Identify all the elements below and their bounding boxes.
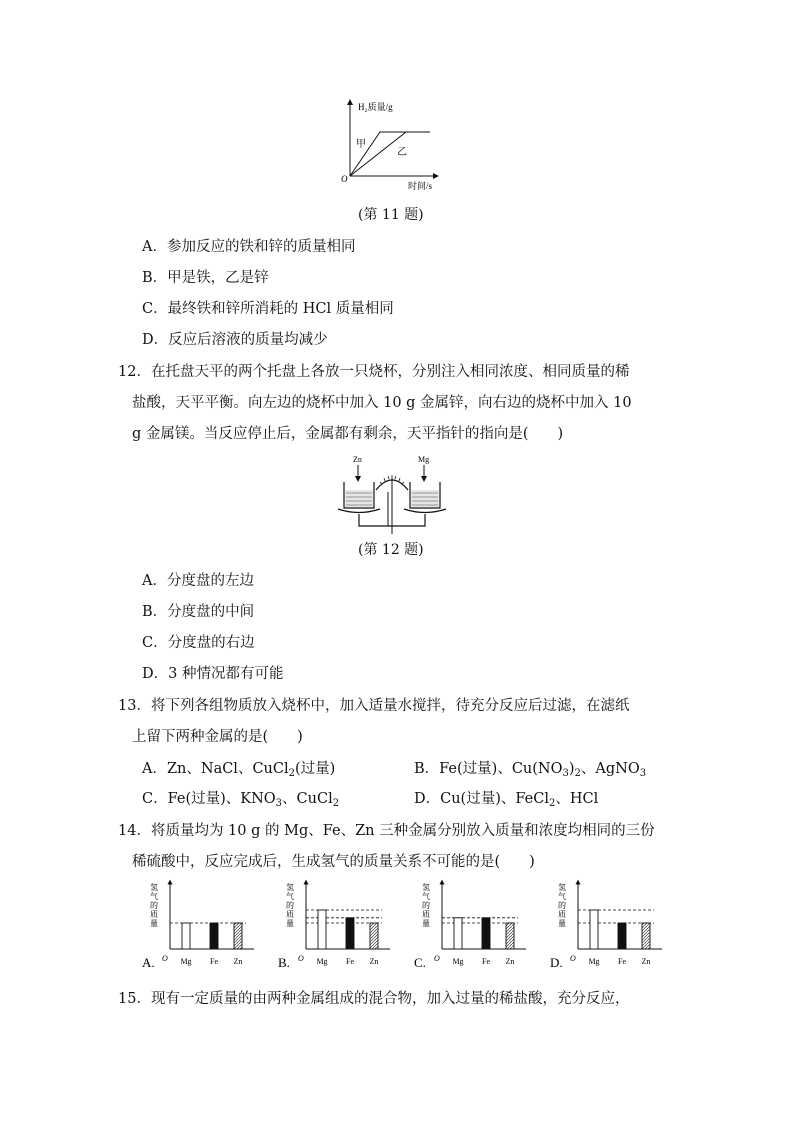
q14-a-ylabel-char: 量 bbox=[150, 919, 158, 928]
q13-option-d: D．Cu(过量)、FeCl$_2$、HCl bbox=[414, 791, 599, 809]
q14-c-ylabel-char: 的 bbox=[422, 901, 430, 910]
q14-d-bar-mg bbox=[590, 910, 598, 949]
q13-option-b: B．Fe(过量)、$Cu(NO_3)_2$、AgNO$_3$ bbox=[414, 761, 647, 779]
q14-stem-line1: 14．将质量均为 10 g 的 Mg、Fe、Zn 三种金属分别放入质量和浓度均相同的三份 bbox=[118, 823, 655, 839]
q14-d-ylabel-char: 量 bbox=[558, 919, 566, 928]
q14-c-tick-label: Mg bbox=[452, 957, 464, 966]
q14-b-bar-mg bbox=[318, 910, 326, 949]
q11-option-b: B．甲是铁，乙是锌 bbox=[142, 270, 269, 286]
q11-option-a: A．参加反应的铁和锌的质量相同 bbox=[142, 239, 356, 255]
q14-stem-line2: 稀硫酸中，反应完成后，生成氢气的质量关系不可能的是( ) bbox=[132, 854, 535, 870]
q11-x-label: 时间/s bbox=[408, 181, 433, 191]
q14-d-bar-zn bbox=[642, 923, 650, 949]
q12-left-pan bbox=[338, 509, 380, 513]
q14-c-bar-zn bbox=[506, 923, 514, 949]
q14-a-ylabel-char: 氢 bbox=[150, 883, 158, 892]
q14-b-ylabel-char: 氢 bbox=[286, 883, 294, 892]
q14-d-tick-label: Fe bbox=[618, 957, 626, 966]
q11-origin: O bbox=[341, 174, 348, 184]
q14-charts bbox=[134, 878, 674, 973]
q13-stem-line2: 上留下两种金属的是( ) bbox=[132, 729, 303, 745]
q14-c-origin: O bbox=[434, 954, 440, 963]
q12-option-d: D．3 种情况都有可能 bbox=[142, 666, 284, 682]
q14-a-ylabel-char: 气 bbox=[150, 892, 158, 901]
q11-option-d: D．反应后溶液的质量均减少 bbox=[142, 332, 328, 348]
q14-a-bar-zn bbox=[234, 923, 242, 949]
q14-a-ylabel-char: 质 bbox=[150, 910, 158, 919]
q14-b-option-label: B. bbox=[278, 955, 290, 970]
q14-c-ylabel-char: 气 bbox=[422, 892, 430, 901]
q12-left-beaker bbox=[344, 482, 374, 508]
q14-c-ylabel-char: 氢 bbox=[422, 883, 430, 892]
q14-c-ylabel-char: 质 bbox=[422, 910, 430, 919]
q14-c-ylabel-char: 量 bbox=[422, 919, 430, 928]
q14-d-origin: O bbox=[570, 954, 576, 963]
q12-stem-line3: g 金属镁。当反应停止后，金属都有剩余，天平指针的指向是( ) bbox=[132, 426, 564, 442]
q14-b-bar-fe bbox=[346, 918, 354, 949]
q14-b-ylabel-char: 气 bbox=[286, 892, 294, 901]
q14-d-tick-label: Mg bbox=[588, 957, 600, 966]
q14-a-origin: O bbox=[162, 954, 168, 963]
q14-c-option-label: C. bbox=[414, 955, 426, 970]
q14-d-ylabel-char: 质 bbox=[558, 910, 566, 919]
q14-a-option-label: A. bbox=[142, 955, 155, 970]
q14-a-tick-label: Fe bbox=[210, 957, 218, 966]
q15-stem-line1: 15．现有一定质量的由两种金属组成的混合物，加入过量的稀盐酸，充分反应， bbox=[118, 991, 630, 1007]
q11-label-jia: 甲 bbox=[356, 139, 366, 150]
q12-right-beaker bbox=[410, 482, 440, 508]
q14-d-tick-label: Zn bbox=[641, 957, 651, 966]
q14-a-tick-label: Zn bbox=[233, 957, 243, 966]
q14-c-bar-mg bbox=[454, 918, 462, 949]
q14-c-tick-label: Zn bbox=[505, 957, 515, 966]
q12-stem-line2: 盐酸，天平平衡。向左边的烧杯中加入 10 g 金属锌，向右边的烧杯中加入 10 bbox=[132, 395, 632, 411]
q11-label-yi: 乙 bbox=[397, 147, 407, 158]
q14-c-bar-fe bbox=[482, 918, 490, 949]
q13-option-a: A．Zn、NaCl、CuCl$_2$(过量) bbox=[142, 761, 336, 779]
q12-option-b: B．分度盘的中间 bbox=[142, 604, 255, 620]
q12-mg-label: Mg bbox=[418, 455, 430, 464]
q12-right-pan bbox=[404, 509, 446, 513]
q14-d-ylabel-char: 气 bbox=[558, 892, 566, 901]
q14-b-ylabel-char: 量 bbox=[286, 919, 294, 928]
q14-b-ylabel-char: 的 bbox=[286, 901, 294, 910]
q14-b-tick-label: Fe bbox=[346, 957, 354, 966]
q14-d-ylabel-char: 的 bbox=[558, 901, 566, 910]
q14-b-bar-zn bbox=[370, 923, 378, 949]
q14-a-bar-fe bbox=[210, 923, 218, 949]
q14-d-ylabel-char: 氢 bbox=[558, 883, 566, 892]
q12-option-c: C．分度盘的右边 bbox=[142, 635, 255, 651]
q14-a-bar-mg bbox=[182, 923, 190, 949]
q14-c-tick-label: Fe bbox=[482, 957, 490, 966]
q14-b-origin: O bbox=[298, 954, 304, 963]
q12-balance-figure bbox=[334, 452, 460, 536]
q12-zn-label: Zn bbox=[353, 455, 362, 464]
q14-a-ylabel-char: 的 bbox=[150, 901, 158, 910]
q13-option-c: C．Fe(过量)、$KNO_3$、CuCl$_2$ bbox=[142, 791, 340, 809]
q14-b-tick-label: Mg bbox=[316, 957, 328, 966]
q13-stem-line1: 13．将下列各组物质放入烧杯中，加入适量水搅拌，待充分反应后过滤，在滤纸 bbox=[118, 698, 630, 714]
q14-b-ylabel-char: 质 bbox=[286, 910, 294, 919]
q14-d-option-label: D. bbox=[550, 955, 563, 970]
q11-caption: (第 11 题) bbox=[358, 207, 424, 223]
q12-stem-line1: 12．在托盘天平的两个托盘上各放一只烧杯，分别注入相同浓度、相同质量的稀 bbox=[118, 364, 630, 380]
q11-option-c: C．最终铁和锌所消耗的 HCl 质量相同 bbox=[142, 301, 394, 317]
q14-a-tick-label: Mg bbox=[180, 957, 192, 966]
q12-caption: (第 12 题) bbox=[358, 542, 424, 558]
q11-graph bbox=[336, 96, 446, 196]
q14-b-tick-label: Zn bbox=[369, 957, 379, 966]
q11-y-label: H₂质量/g bbox=[358, 102, 393, 112]
q12-option-a: A．分度盘的左边 bbox=[142, 573, 254, 589]
q14-d-bar-fe bbox=[618, 923, 626, 949]
